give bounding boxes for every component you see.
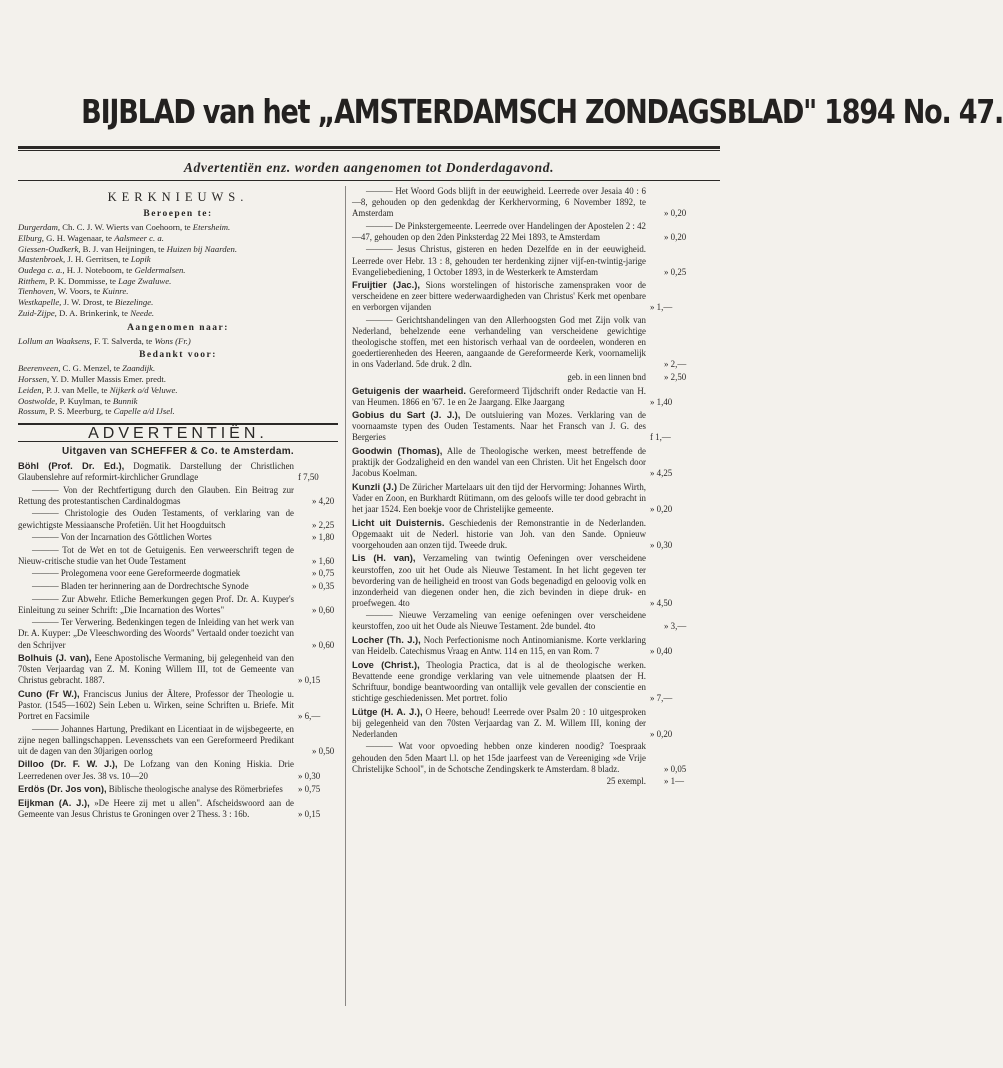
book-entry bbox=[352, 244, 690, 277]
book-entry bbox=[352, 741, 690, 774]
book-description: De Lofzang van den Koning Hiskia. Drie Leerredenen over Jes. 38 vs. 10—20 bbox=[18, 759, 294, 781]
book-description: Noch Perfectionisme noch Antinomianisme. Korte verklaring van Heidelb. Catechismus Vraag en Antw. 114 en 115, en van Rom. 7 bbox=[352, 635, 646, 657]
book-author: Cuno (Fr W.), bbox=[18, 687, 80, 699]
minister-location: Geldermalsen. bbox=[134, 265, 186, 275]
book-description: ——— Christologie des Ouden Testaments, of verklaring van de gewichtigste Messiaansche Profetiën. Uit het Hoogduitsch bbox=[18, 508, 294, 530]
church-place: Beerenveen, bbox=[18, 363, 61, 374]
book-price: » 0,75 bbox=[298, 784, 321, 795]
kerknieuws-item bbox=[18, 336, 338, 347]
kerknieuws-item bbox=[18, 286, 338, 297]
book-entry bbox=[18, 485, 338, 507]
church-place: Mastenbroek, bbox=[18, 254, 66, 265]
book-price: » 4,25 bbox=[650, 468, 673, 479]
book-description: Alle de Theologische werken, meest betreffende de praktijk der Godzaligheid en den wandel van een Christen. Uit het Engelsch door Jacobus Koelman. bbox=[352, 446, 646, 479]
right-column bbox=[352, 186, 690, 789]
book-entry bbox=[18, 460, 338, 483]
subtitle: Advertentiën enz. worden aangenomen tot Donderdagavond. bbox=[183, 160, 555, 175]
book-author: Böhl (Prof. Dr. Ed.), bbox=[18, 460, 125, 472]
kerknieuws-item bbox=[18, 254, 338, 265]
book-description: ——— Johannes Hartung, Predikant en Licentiaat in de wijsbegeerte, en zijne negen ballingschappen. Levensschets van een Gereformeerd Predikant uit de dagen van den 30jarigen oorlog bbox=[18, 723, 294, 756]
book-description: Verzameling van twintig Oefeningen over verscheidene keurstoffen, zoo uit het Oude als Nieuwe Testament. In het licht gegeven ter bevordering van de heiligheid en troost van Gods begenadigd en geloovig volk en inzonderheid van diegenen onder hen, die zich bevinden in diepe druk- en proefwegen. 4to bbox=[352, 553, 646, 608]
book-entry bbox=[352, 409, 690, 443]
subtitle-rule bbox=[18, 180, 720, 181]
book-price: » 0,25 bbox=[664, 266, 687, 277]
book-price: » 0,30 bbox=[650, 539, 673, 550]
book-description: Eene Apostolische Vermaning, bij gelegenheid van den 70sten Verjaardag van Z. M. Koning Willem III, tot de Gemeente van Christus gebracht. 1887. bbox=[18, 653, 294, 686]
book-author: Locher (Th. J.), bbox=[352, 634, 421, 646]
book-price: » 0,15 bbox=[298, 675, 321, 686]
book-author: Fruijtier (Jac.), bbox=[352, 279, 420, 291]
book-price: » 0,20 bbox=[650, 728, 673, 739]
book-description: Gereformeerd Tijdschrift onder Redactie van H. van Heumen. 1866 en '67. 1e en 2e Jaargang. Elke Jaargang bbox=[352, 385, 647, 407]
minister-name: D. A. Brinkerink, te bbox=[56, 307, 131, 318]
book-description: Franciscus Junius der Ältere, Professor der Theologie u. Pastor. (1545—1602) Sein Leben u. Wirken, seine Schriften u. Briefe. Mit Portret en Facsimile bbox=[18, 688, 294, 722]
book-description: Dogmatik. Darstellung der Christlichen Glaubenslehre auf reformirt-kirchlicher Grundlage bbox=[18, 461, 294, 483]
kerknieuws-item bbox=[18, 297, 338, 308]
book-author: Getuigenis der waarheid. bbox=[352, 384, 466, 396]
church-place: Ritthem, bbox=[18, 275, 48, 286]
minister-name: J. H. Gerritsen, te bbox=[65, 254, 131, 265]
book-price: » 2,— bbox=[664, 359, 687, 370]
book-price: » 0,20 bbox=[664, 208, 687, 219]
book-price: » 0,20 bbox=[664, 231, 687, 242]
book-entry bbox=[352, 385, 690, 408]
minister-location: Lopik bbox=[130, 254, 151, 265]
book-price: » 2,25 bbox=[312, 519, 335, 530]
book-entry bbox=[352, 221, 690, 243]
book-entry bbox=[352, 372, 690, 383]
bedankt-heading: Bedankt voor: bbox=[139, 350, 217, 361]
church-place: Rossum, bbox=[18, 406, 48, 417]
minister-name: C. G. Menzel, te bbox=[60, 363, 123, 374]
kerknieuws-item bbox=[18, 363, 338, 374]
publisher-heading: Uitgaven van SCHEFFER & Co. te Amsterdam. bbox=[62, 446, 294, 458]
book-entry bbox=[18, 568, 338, 579]
church-place: Oostwolde, bbox=[18, 395, 58, 406]
book-entry bbox=[352, 634, 690, 657]
minister-location: Capelle a/d IJsel. bbox=[113, 406, 175, 417]
book-description: ——— Nieuwe Verzameling van eenige oefeningen over verscheidene keurstoffen, zoo uit het Oude als Nieuwe Testament. 2de bundel. 4to bbox=[352, 610, 646, 632]
book-price: » 0,30 bbox=[298, 770, 321, 781]
book-price: » 7,— bbox=[650, 693, 673, 704]
minister-name: W. Voors, te bbox=[55, 286, 103, 297]
book-entry bbox=[352, 552, 690, 608]
book-price: » 0,50 bbox=[312, 745, 335, 756]
book-description: Biblische theologische analyse des Römerbriefes bbox=[106, 784, 283, 795]
book-description: O Heere, behoud! Leerrede over Psalm 20 : 10 uitgesproken bij gelegenheid van den 70sten Verjaardag van Z. M. Willem III, koning der Nederlanden bbox=[352, 706, 646, 739]
kerknieuws-item bbox=[18, 308, 338, 319]
book-author: Eijkman (A. J.), bbox=[18, 796, 90, 808]
minister-location: Aalsmeer c. a. bbox=[114, 232, 164, 243]
book-description: ——— Ter Verwering. Bedenkingen tegen de Inleiding van het werk van Dr. A. Kuyper: „De Vleeschwording des Woords" Vertaald onder toezicht van den Schrijver bbox=[18, 617, 294, 650]
column-separator bbox=[345, 186, 346, 1006]
advertenties-title: ADVERTENTIËN. bbox=[88, 424, 268, 442]
minister-location: Wons (Fr.) bbox=[154, 335, 191, 346]
book-description: ——— Gerichtshandelingen van den Allerhoogsten God met Zijn volk van Nederland, behelzende eene verhandeling van verscheidene gewichtige theologische stoffen, met een historisch verhaal van de oordeelen, wonderen en goedertierenheden des Heeren, aangaande de Gereformeerde Kerk, voornamelijk in ons Vaderland. 5de druk. 2 dln. bbox=[352, 315, 646, 370]
minister-location: Lage Zwaluwe. bbox=[118, 275, 172, 286]
minister-name: Ch. C. J. W. Wierts van Coehoorn, te bbox=[60, 222, 193, 233]
kerknieuws-item bbox=[18, 244, 338, 255]
minister-name: Y. D. Muller Massis Emer. predt. bbox=[49, 374, 166, 385]
book-entry bbox=[352, 610, 690, 632]
church-place: Westkapelle, bbox=[18, 297, 62, 308]
minister-name: J. W. Drost, te bbox=[61, 297, 115, 308]
book-entry bbox=[352, 315, 690, 370]
beroepen-heading: Beroepen te: bbox=[143, 209, 213, 220]
book-description: 25 exempl. bbox=[606, 776, 646, 787]
book-entry bbox=[352, 445, 690, 479]
church-place: Tienhoven, bbox=[18, 286, 56, 297]
book-entry bbox=[18, 594, 338, 616]
book-price: » 1,40 bbox=[650, 396, 673, 407]
advertenties-banner bbox=[18, 423, 338, 442]
book-description: ——— Tot de Wet en tot de Getuigenis. Een verweerschrift tegen de Nieuw-critische studie van het Oude Testament bbox=[18, 544, 294, 566]
book-entry bbox=[18, 545, 338, 567]
minister-location: Nijkerk o/d Veluwe. bbox=[109, 384, 178, 395]
book-entry bbox=[352, 186, 690, 219]
book-price: » 0,20 bbox=[650, 504, 673, 515]
book-price: » 4,20 bbox=[312, 495, 335, 506]
book-price: » 1,80 bbox=[312, 532, 335, 543]
title-rule-thin bbox=[18, 150, 720, 151]
book-description: ——— Von der Rechtfertigung durch den Glauben. Ein Beitrag zur Rettung des protestantischen Cardinaldogmas bbox=[18, 484, 294, 506]
book-author: Gobius du Sart (J. J.), bbox=[352, 409, 461, 421]
left-entries bbox=[18, 460, 338, 820]
book-description: Sions worstelingen of historische zamenspraken voor de verscheidene en zeer bittere wederwaardigheden van Christus' Kerk met openbare en verborgen vijanden bbox=[352, 280, 646, 313]
book-price: » 0,35 bbox=[312, 581, 335, 592]
book-entry bbox=[18, 724, 338, 757]
church-place: Oudega c. a., bbox=[18, 265, 65, 275]
book-author: Dilloo (Dr. F. W. J.), bbox=[18, 758, 118, 770]
book-description: ——— De Pinkstergemeente. Leerrede over Handelingen der Apostelen 2 : 42—47, gehouden op den 2den Pinksterdag 22 Mei 1893, te Amsterdam bbox=[352, 220, 646, 242]
book-price: » 0,60 bbox=[312, 639, 335, 650]
book-price: f 7,50 bbox=[298, 472, 319, 483]
kerknieuws-title: KERKNIEUWS. bbox=[107, 190, 249, 204]
minister-name: P. J. van Melle, te bbox=[43, 384, 110, 395]
minister-name: F. T. Salverda, te bbox=[91, 335, 155, 346]
kerknieuws-item bbox=[18, 374, 338, 385]
bedankt-list bbox=[18, 363, 338, 417]
book-entry bbox=[18, 758, 338, 781]
book-entry bbox=[18, 581, 338, 592]
book-price: » 6,— bbox=[298, 711, 321, 722]
book-price: » 4,50 bbox=[650, 597, 673, 608]
page-title: BIJBLAD van het „AMSTERDAMSCH ZONDAGSBLAD" 1894 No. 47. bbox=[81, 92, 1003, 131]
church-place: Zuid-Zijpe, bbox=[18, 307, 57, 318]
book-entry bbox=[18, 652, 338, 686]
minister-name: B. J. van Heijningen, te bbox=[80, 243, 167, 254]
book-author: Kunzli (J.) bbox=[352, 480, 397, 492]
book-entry bbox=[352, 279, 690, 313]
minister-name: P. K. Dommisse, te bbox=[47, 275, 119, 286]
kerknieuws-item bbox=[18, 396, 338, 407]
minister-name: P. Kuylman, te bbox=[57, 395, 113, 406]
kerknieuws-item bbox=[18, 265, 338, 276]
kerknieuws-item bbox=[18, 233, 338, 244]
beroepen-list bbox=[18, 222, 338, 318]
aangenomen-list bbox=[18, 336, 338, 347]
kerknieuws-item bbox=[18, 276, 338, 287]
book-price: » 0,60 bbox=[312, 604, 335, 615]
book-description: ——— Von der Incarnation des Göttlichen Wortes bbox=[32, 532, 212, 543]
book-description: ——— Het Woord Gods blijft in der eeuwigheid. Leerrede over Jesaia 40 : 6—8, gehouden op den gedenkdag der Kerkhervorming, 6 November 1892, te Amsterdam bbox=[352, 186, 646, 219]
book-entry bbox=[352, 706, 690, 740]
book-description: Geschiedenis der Remonstrantie in de Nederlanden. Opgemaakt uit de Nederl. historie van Joh. van den Sande. Opnieuw voorgehouden aan onzen tijd. Tweede druk. bbox=[352, 517, 646, 550]
book-price: » 2,50 bbox=[664, 372, 687, 382]
book-description: geb. in een linnen bnd bbox=[567, 372, 646, 382]
minister-name: P. S. Meerburg, te bbox=[47, 406, 114, 417]
left-column bbox=[18, 186, 338, 821]
minister-location: Biezelinge. bbox=[114, 297, 154, 308]
church-place: Elburg, bbox=[18, 232, 44, 243]
book-price: » 0,40 bbox=[650, 646, 673, 657]
book-entry bbox=[18, 617, 338, 650]
book-description: ——— Bladen ter herinnering aan de Dordrechtsche Synode bbox=[32, 581, 249, 592]
book-price: » 1,— bbox=[650, 302, 673, 313]
church-place: Leiden, bbox=[18, 384, 44, 395]
book-author: Goodwin (Thomas), bbox=[352, 445, 443, 457]
book-price: » 0,75 bbox=[312, 568, 335, 579]
book-entry bbox=[18, 508, 338, 530]
title-rule bbox=[18, 146, 720, 149]
book-entry bbox=[18, 797, 338, 820]
kerknieuws-item bbox=[18, 406, 338, 417]
book-price: » 0,05 bbox=[664, 763, 687, 774]
book-description: ——— Wat voor opvoeding hebben onze kinderen noodig? Toespraak gehouden den 5den Maart l.l. op het 15de jaarfeest van de Vereeniging »de Vrije Christelijke School", in de Schotsche Zendingskerk te Amsterdam. 8 bladz. bbox=[352, 741, 646, 774]
book-price: » 1— bbox=[664, 776, 684, 787]
minister-name: H. J. Noteboom, te bbox=[64, 265, 135, 275]
book-entry bbox=[18, 532, 338, 543]
book-author: Lis (H. van), bbox=[352, 552, 416, 564]
book-entry bbox=[352, 659, 690, 704]
minister-name: G. H. Wagenaar, te bbox=[43, 232, 115, 243]
kerknieuws-item bbox=[18, 222, 338, 233]
church-place: Lollum an Waaksens, bbox=[18, 335, 92, 346]
book-description: De Züricher Martelaars uit den tijd der Hervorming: Johannes Wirth, Vader en Zoon, en Burkhardt Rütimann, om des geloofs wille ter dood gebracht in het jaar 1524. Een boekje voor de Christelijke gemeente. bbox=[352, 481, 646, 515]
book-entry bbox=[18, 688, 338, 722]
book-description: »De Heere zij met u allen". Afscheidswoord aan de Gemeente van Jesus Christus te Groningen over 2 Thess. 3 : 16b. bbox=[18, 797, 294, 819]
book-price: » 0,15 bbox=[298, 808, 321, 819]
book-price: f 1,— bbox=[650, 432, 671, 443]
book-description: ——— Jesus Christus, gisteren en heden Dezelfde en in der eeuwigheid. Leerrede over Hebr. 13 : 8, gehouden ter herdenking zijner vijf-en-twintig-jarige Evangeliebediening, 1 October 1893, in de Westerkerk te Amsterdam bbox=[352, 244, 646, 277]
book-price: » 3,— bbox=[664, 621, 687, 632]
aangenomen-heading: Aangenomen naar: bbox=[127, 322, 229, 333]
church-place: Horssen, bbox=[18, 374, 50, 385]
book-description: ——— Zur Abwehr. Etliche Bemerkungen gegen Prof. Dr. A. Kuyper's Einleitung zu seiner Schrift: „Die Incarnation des Wortes" bbox=[18, 593, 294, 615]
book-author: Love (Christ.), bbox=[352, 658, 420, 670]
book-author: Licht uit Duisternis. bbox=[352, 516, 445, 528]
minister-location: Kuinre. bbox=[102, 286, 129, 297]
book-entry bbox=[18, 783, 338, 795]
book-description: Theologia Practica, dat is al de theologische werken. Bevattende eene grondige verklaring van vele uitnemende plaatsen der H. Schriftuur, bondige beantwoording van ontallijk vele gevallen der conscientie en stichtige geschiedenissen. Met portret. folio bbox=[352, 659, 647, 704]
minister-location: Huizen bij Naarden. bbox=[166, 243, 238, 254]
minister-location: Zaandijk. bbox=[122, 363, 156, 374]
book-entry bbox=[352, 517, 690, 551]
kerknieuws-item bbox=[18, 385, 338, 396]
book-entry bbox=[352, 776, 690, 787]
book-entry bbox=[352, 481, 690, 515]
book-description: De outsluiering van Mozes. Verklaring van de voornaamste typen des Ouden Testaments. Naar het Fransch van J. G. des Bergeries bbox=[352, 410, 647, 443]
book-author: Lütge (H. A. J.), bbox=[352, 705, 423, 717]
book-description: ——— Prolegomena voor eene Gereformeerde dogmatiek bbox=[32, 568, 241, 579]
book-author: Bolhuis (J. van), bbox=[18, 652, 92, 664]
right-entries bbox=[352, 186, 690, 787]
minister-location: Bunnik bbox=[112, 395, 138, 406]
church-place: Giessen-Oudkerk, bbox=[18, 243, 81, 254]
minister-location: Etersheim. bbox=[192, 222, 231, 233]
church-place: Durgerdam, bbox=[18, 222, 61, 233]
minister-location: Neede. bbox=[130, 307, 155, 318]
book-author: Erdös (Dr. Jos von), bbox=[18, 783, 107, 795]
book-price: » 1,60 bbox=[312, 555, 335, 566]
